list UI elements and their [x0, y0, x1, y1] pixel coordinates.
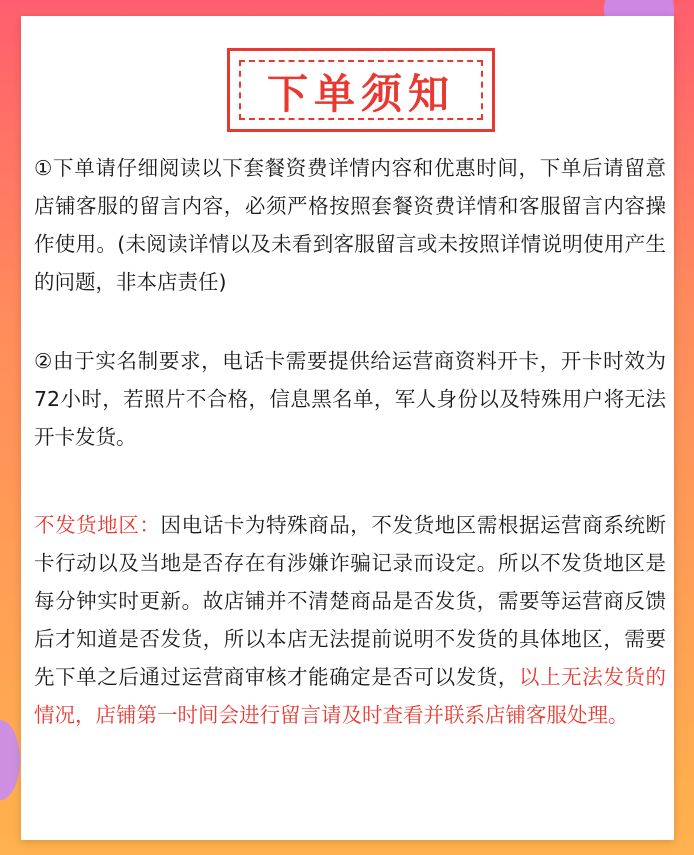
decorative-blob-bottom-left — [0, 720, 20, 800]
notice-paragraph-2: ②由于实名制要求，电话卡需要提供给运营商资料开卡，开卡时效为72小时，若照片不合格，信息黑名单，军人身份以及特殊用户将无法开卡发货。 — [34, 349, 666, 449]
notice-paragraph-3 — [34, 506, 666, 734]
no-shipping-label: 不发货地区： — [34, 513, 161, 537]
title-frame — [227, 48, 495, 132]
notice-card — [21, 16, 674, 840]
no-shipping-highlight: 以上无法发货的情况，店铺第一时间会进行留言请及时查看并联系店铺客服处理。 — [34, 665, 667, 727]
page-title: 下单须知 — [267, 69, 455, 118]
notice-paragraph-1: ①下单请仔细阅读以下套餐资费详情内容和优惠时间，下单后请留意店铺客服的留言内容，必须严格按照套餐资费详情和客服留言内容操作使用。(未阅读详情以及未看到客服留言或未按照详情说明使用产生的问题，非本店责任) — [34, 156, 666, 294]
no-shipping-body: 因电话卡为特殊商品，不发货地区需根据运营商系统断卡行动以及当地是否存在有涉嫌诈骗记录而设定。所以不发货地区是每分钟实时更新。故店铺并不清楚商品是否发货，需要等运营商反馈后才知道是否发货，所以本店无法提前说明不发货的具体地区，需要先下单之后通过运营商审核才能确定是否可以发货， — [34, 513, 667, 689]
title-frame-inner — [239, 60, 483, 120]
